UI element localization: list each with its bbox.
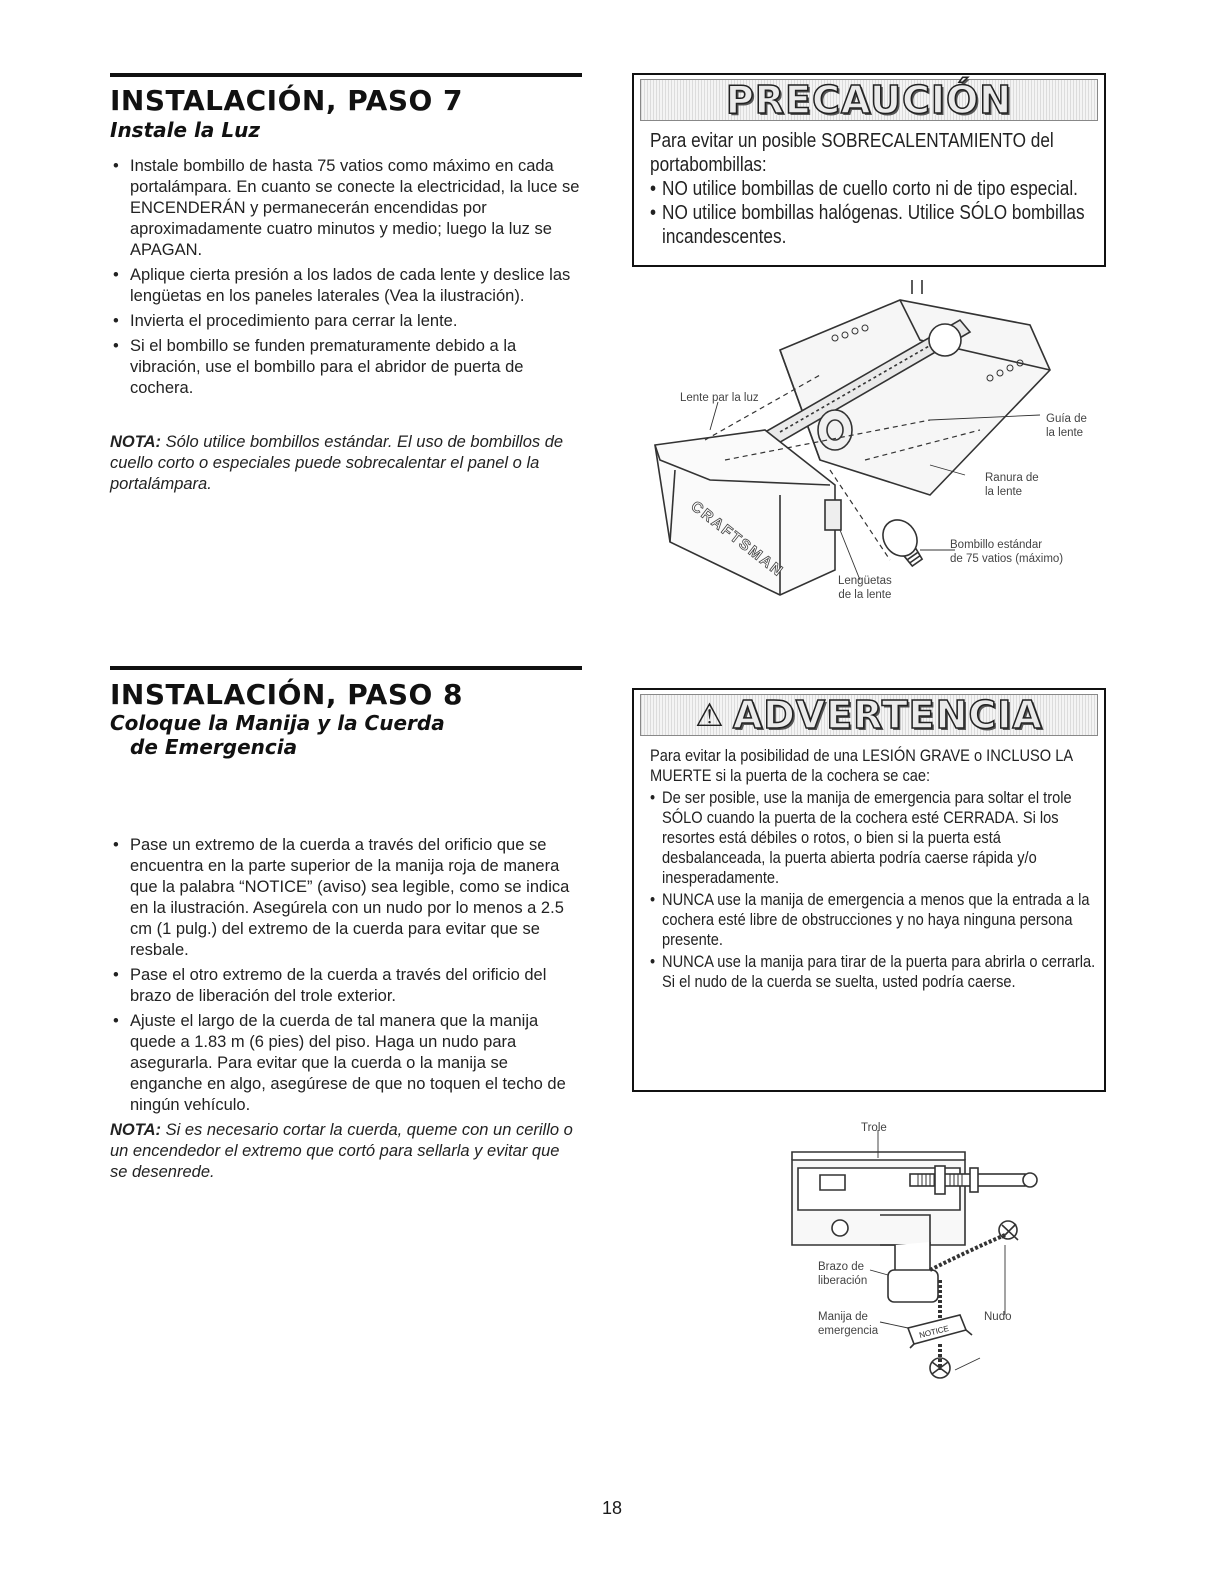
bulb-label xyxy=(950,538,1063,566)
note-label: NOTA: xyxy=(110,1121,162,1139)
note-label: NOTA: xyxy=(110,433,162,451)
lens-guide-label xyxy=(1046,412,1090,440)
release-arm-line1: Brazo de xyxy=(818,1261,865,1273)
knot-label: Nudo xyxy=(984,1311,1012,1323)
step7-subtitle: Instale la Luz xyxy=(110,118,260,142)
bulb-label-line2: de 75 vatios (máximo) xyxy=(950,553,1064,565)
release-arm-line2: liberación xyxy=(818,1275,868,1287)
step8-bullet-list xyxy=(110,835,580,1120)
caution-box xyxy=(632,73,1106,267)
list-item: • Invierta el procedimiento para cerrar la lente. xyxy=(110,311,580,332)
step7-rule xyxy=(110,73,582,77)
warning-intro: Para evitar la posibilidad de una LESIÓN GRAVE o INCLUSO LA MUERTE si la puerta de la cochera se cae: xyxy=(650,746,1073,785)
caution-header-text: PRECAUCIÓN xyxy=(725,78,1013,122)
step7-bullet-list xyxy=(110,156,580,403)
list-item: • NO utilice bombillas halógenas. Utilice SÓLO bombillas incandescentes. xyxy=(650,201,1102,249)
list-item: • NUNCA use la manija de emergencia a menos que la entrada a la cochera esté libre de obstrucciones y no haya ninguna persona presente. xyxy=(650,890,1102,950)
list-item: • Pase el otro extremo de la cuerda a través del orificio del brazo de liberación del trole exterior. xyxy=(110,965,580,1007)
lens-guide-text: Guía de la lente xyxy=(1046,413,1087,439)
caution-body xyxy=(650,129,1102,249)
note-text: Sólo utilice bombillos estándar. El uso de bombillos de cuello corto o especiales puede sobrecalentar el panel o la portalámpara. xyxy=(110,433,564,493)
warning-body xyxy=(650,746,1102,992)
list-item: • Si el bombillo se funden prematuramente debido a la vibración, use el bombillo para el abridor de puerta de cochera. xyxy=(110,336,580,399)
warning-bullet-list xyxy=(650,788,1102,992)
step8-subtitle-line1: Coloque la Manija y la Cuerda xyxy=(110,711,445,735)
emergency-handle-line2: emergencia xyxy=(818,1325,879,1337)
step8-title: INSTALACIÓN, PASO 8 xyxy=(110,678,464,711)
list-item: • Ajuste el largo de la cuerda de tal manera que la manija quede a 1.83 m (6 pies) del piso. Haga un nudo para asegurarla. Para evitar que la cuerda o la manija se enganche en algo, asegúrese de que no toquen el techo de ningún vehículo. xyxy=(110,1011,580,1116)
lens-tabs-label xyxy=(838,574,892,602)
lens-tabs-line2: de la lente xyxy=(838,589,892,601)
caution-intro: Para evitar un posible SOBRECALENTAMIENTO del portabombillas: xyxy=(650,130,1054,176)
lens-tabs-line1: Lengüetas xyxy=(838,575,892,587)
step8-note xyxy=(110,1120,580,1183)
step8-subtitle xyxy=(110,711,445,759)
warning-header-text: ADVERTENCIA xyxy=(732,693,1043,737)
bulb-label-line1: Bombillo estándar xyxy=(950,539,1043,551)
list-item: • De ser posible, use la manija de emergencia para soltar el trole SÓLO cuando la puerta de la cochera esté CERRADA. Si los resortes está débiles o rotos, o bien si la puerta está desbalanceada, la puerta abierta podría caerse rápida y/o inesperadamente. xyxy=(650,788,1102,888)
caution-bullet-list xyxy=(650,177,1102,249)
lens-slot-label xyxy=(985,471,1039,499)
list-item: • Pase un extremo de la cuerda a través del orificio que se encuentra en la parte superior de la manija roja de manera que la palabra “NOTICE” (aviso) sea legible, como se indica en la ilustración. Asegúrela con un nudo por lo menos a 2.5 cm (1 pulg.) del extremo de la cuerda para evitar que se resbale. xyxy=(110,835,580,961)
notice-label: NOTICE xyxy=(918,1323,950,1340)
list-item: • Aplique cierta presión a los lados de cada lente y deslice las lengüetas en los paneles laterales (Vea la ilustración). xyxy=(110,265,580,307)
step8-subtitle-line2: de Emergencia xyxy=(130,735,298,759)
release-arm-label xyxy=(818,1260,867,1288)
step7-title: INSTALACIÓN, PASO 7 xyxy=(110,84,464,117)
note-text: Si es necesario cortar la cuerda, queme con un cerillo o un encendedor el extremo que cortó para sellarla y evitar que se desenrede. xyxy=(110,1121,573,1181)
caution-header xyxy=(640,79,1098,121)
warning-box xyxy=(632,688,1106,1092)
list-item: • NUNCA use la manija para tirar de la puerta para abrirla o cerrarla. Si el nudo de la cuerda se suelta, usted podría caerse. xyxy=(650,952,1102,992)
list-item: • Instale bombillo de hasta 75 vatios como máximo en cada portalámpara. En cuanto se conecte la electricidad, la luce se ENCENDERÁN y permanecerán encendidas por aproximadamente cuatro minutos y medio; luego la luz se APAGAN. xyxy=(110,156,580,261)
emergency-handle-line1: Manija de xyxy=(818,1311,868,1323)
step8-rule xyxy=(110,666,582,670)
warning-header xyxy=(640,694,1098,736)
trolley-label: Trole xyxy=(861,1122,887,1134)
brand-label: CRAFTSMAN xyxy=(687,497,788,581)
lens-slot-text: Ranura de la lente xyxy=(985,472,1039,498)
emergency-handle-label xyxy=(818,1310,878,1338)
warning-icon: ⚠ xyxy=(695,696,725,734)
list-item: • NO utilice bombillas de cuello corto ni de tipo especial. xyxy=(650,177,1102,201)
lens-label: Lente par la luz xyxy=(680,392,759,404)
step7-note xyxy=(110,432,580,495)
page-number: 18 xyxy=(601,1498,623,1518)
